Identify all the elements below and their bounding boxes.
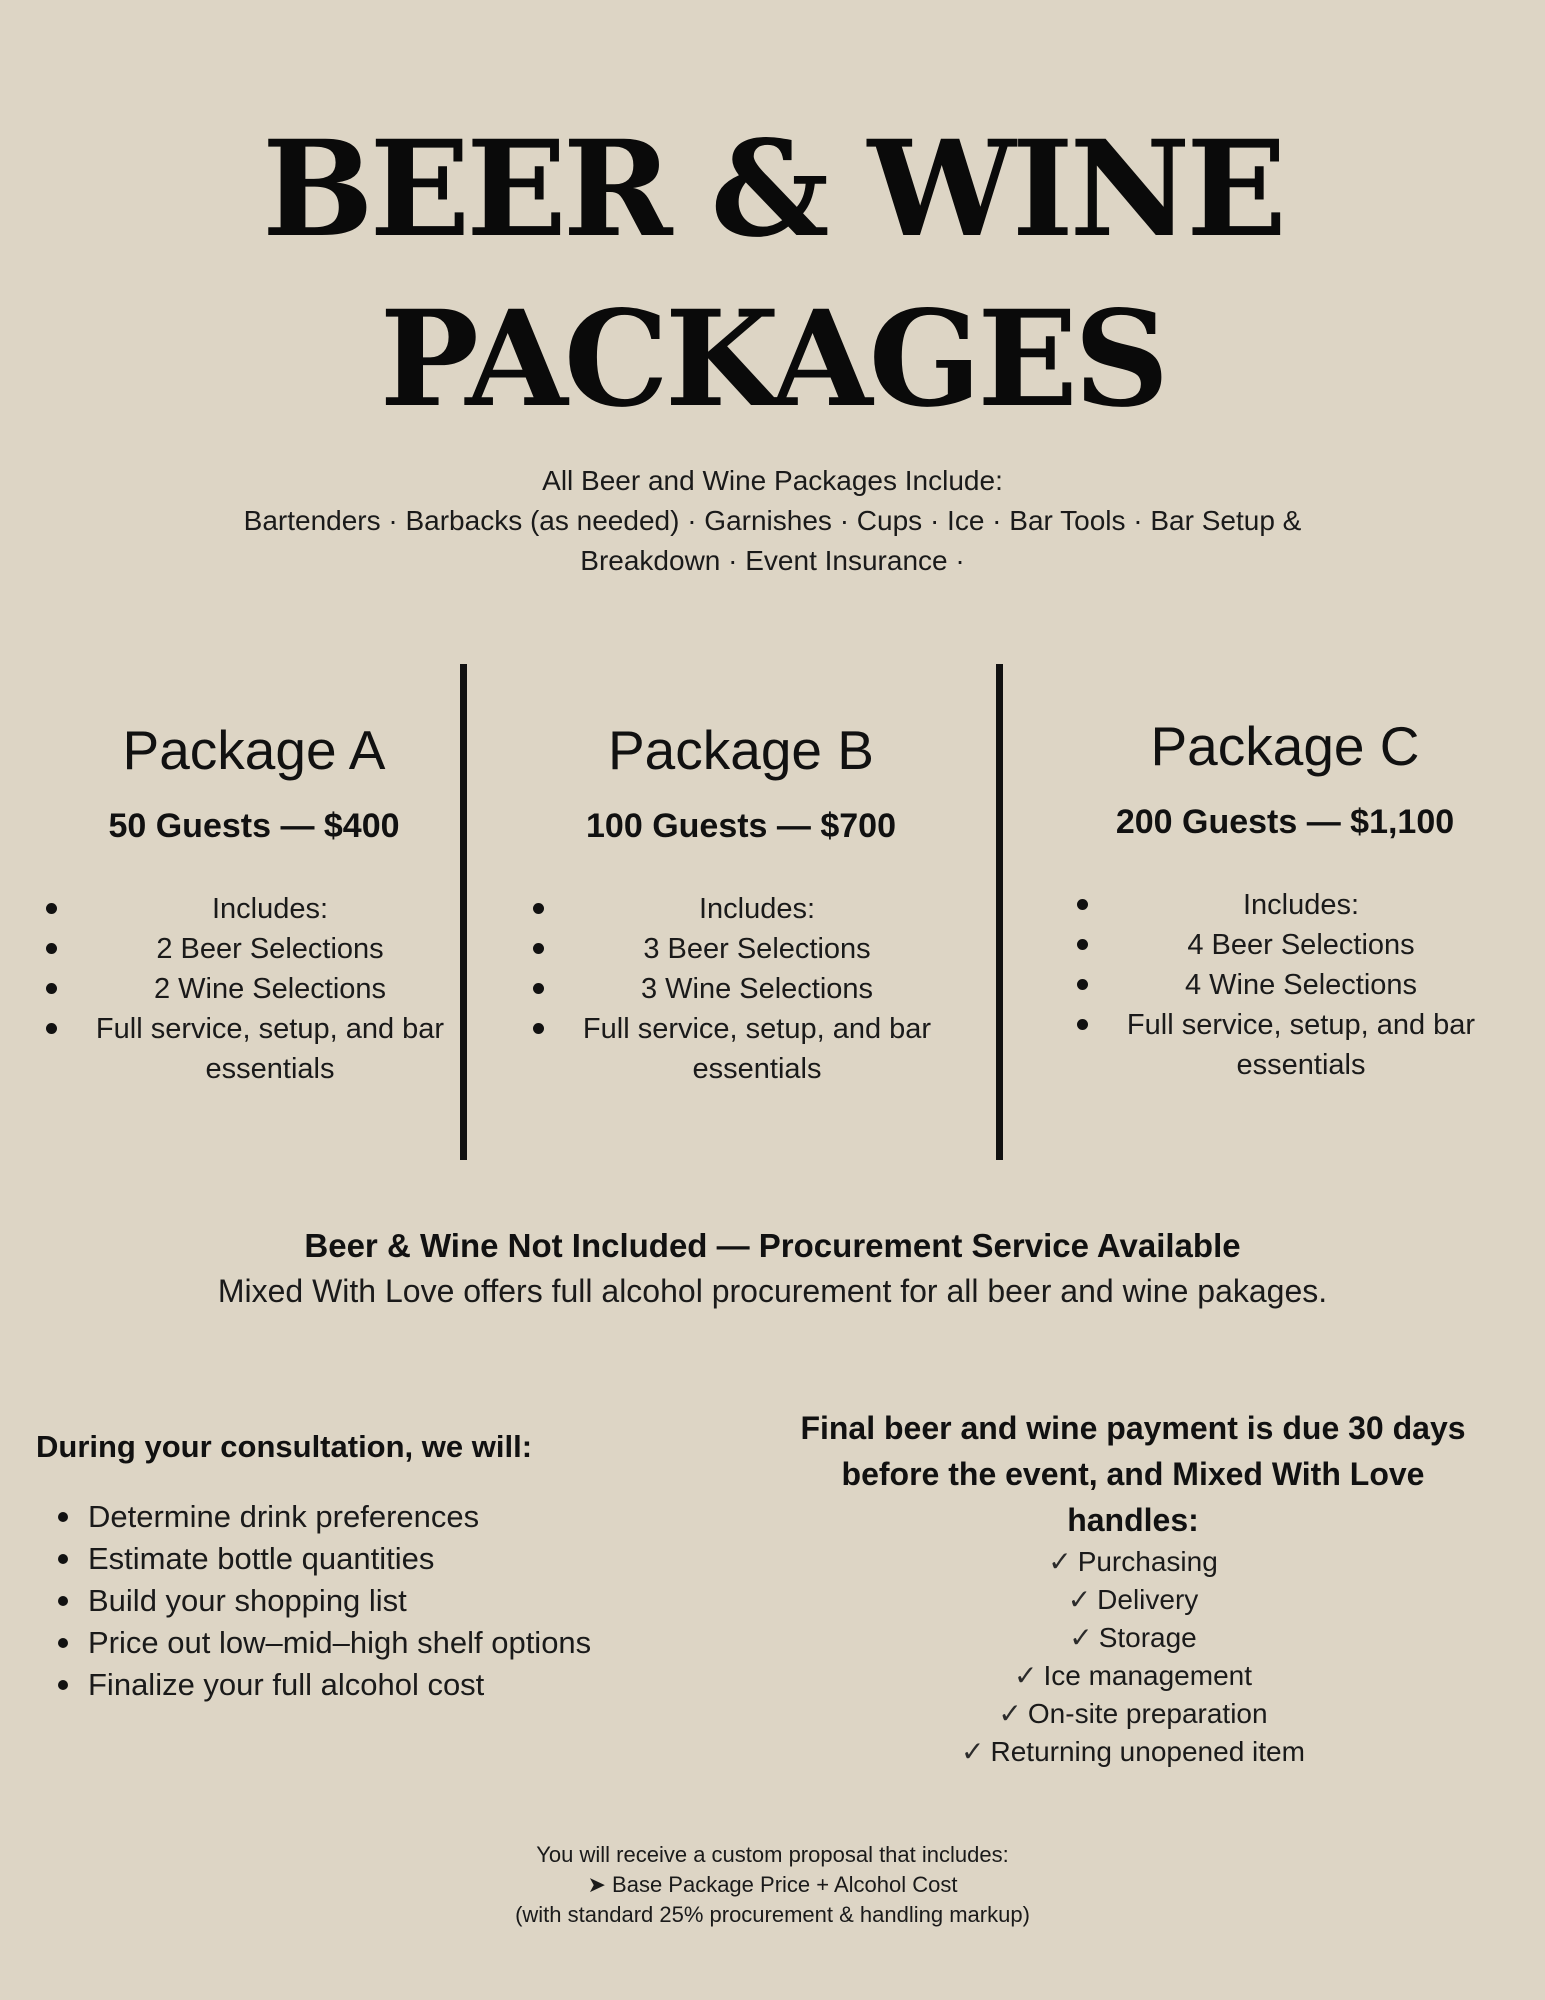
package-price: 200 Guests — $1,100 [1115,803,1455,841]
consultation-section [36,1424,756,1706]
consultation-heading: During your consultation, we will: [36,1429,533,1464]
included-items-line-1: Bartenders · Barbacks (as needed) · Garnishes · Cups · Ice · Bar Tools · Bar Setup & [243,505,1302,536]
list-item: Estimate bottle quantities [36,1538,756,1580]
procurement-notice [0,1224,1545,1314]
check-icon: ✓ [1048,1546,1072,1577]
consultation-list [36,1496,756,1706]
list-item: Full service, setup, and bar essentials [1065,1005,1505,1085]
package-features [521,889,961,1089]
proposal-formula: ➤ Base Package Price + Alcohol Cost [587,1872,958,1897]
column-divider-2 [996,664,1003,1160]
list-item: 4 Beer Selections [1065,925,1505,965]
list-item: Includes: [521,889,961,929]
proposal-markup-note: (with standard 25% procurement & handling markup) [515,1902,1030,1927]
list-item [783,1543,1483,1581]
check-icon: ✓ [1067,1584,1092,1615]
payment-section [783,1405,1483,1771]
service-label: Ice management [1043,1660,1253,1691]
service-label: Storage [1098,1622,1197,1653]
page-title [0,105,1545,445]
included-summary [130,461,1415,581]
check-icon: ✓ [1069,1622,1093,1653]
proposal-heading: You will receive a custom proposal that includes: [536,1842,1009,1867]
list-item: Determine drink preferences [36,1496,756,1538]
handled-services-list [783,1543,1483,1771]
service-label: Delivery [1097,1584,1199,1615]
list-item: 2 Wine Selections [34,969,474,1009]
package-features [34,889,474,1089]
check-icon: ✓ [1013,1660,1038,1691]
list-item: 2 Beer Selections [34,929,474,969]
service-label: Purchasing [1077,1546,1218,1577]
list-item: Includes: [34,889,474,929]
procurement-description: Mixed With Love offers full alcohol procurement for all beer and wine pakages. [217,1273,1328,1309]
procurement-heading: Beer & Wine Not Included — Procurement Service Available [304,1227,1241,1264]
package-name: Package A [122,719,386,781]
list-item [783,1619,1483,1657]
list-item [783,1581,1483,1619]
package-name: Package C [1150,715,1420,777]
proposal-footer [0,1840,1545,1930]
list-item [783,1657,1483,1695]
package-name: Package B [607,719,874,781]
title-line-2: PACKAGES [379,282,1166,437]
package-b [521,712,961,1089]
check-icon: ✓ [961,1736,985,1767]
payment-heading: Final beer and wine payment is due 30 days before the event, and Mixed With Love handles: [800,1410,1466,1538]
package-price: 100 Guests — $700 [586,807,896,845]
package-a [34,712,474,1089]
list-item: Finalize your full alcohol cost [36,1664,756,1706]
list-item: 3 Wine Selections [521,969,961,1009]
included-items-line-2: Breakdown · Event Insurance · [580,545,965,576]
title-line-1: BEER & WINE [262,112,1283,267]
package-c [1065,712,1505,1085]
package-price: 50 Guests — $400 [108,807,400,845]
service-label: Returning unopened item [990,1736,1305,1767]
service-label: On-site preparation [1027,1698,1268,1729]
package-features [1065,885,1505,1085]
included-heading: All Beer and Wine Packages Include: [542,465,1003,496]
list-item [783,1733,1483,1771]
list-item: Full service, setup, and bar essentials [521,1009,961,1089]
list-item: Price out low–mid–high shelf options [36,1622,756,1664]
list-item: Full service, setup, and bar essentials [34,1009,474,1089]
list-item: 3 Beer Selections [521,929,961,969]
list-item: 4 Wine Selections [1065,965,1505,1005]
check-icon: ✓ [998,1698,1022,1729]
list-item: Build your shopping list [36,1580,756,1622]
list-item: Includes: [1065,885,1505,925]
list-item [783,1695,1483,1733]
